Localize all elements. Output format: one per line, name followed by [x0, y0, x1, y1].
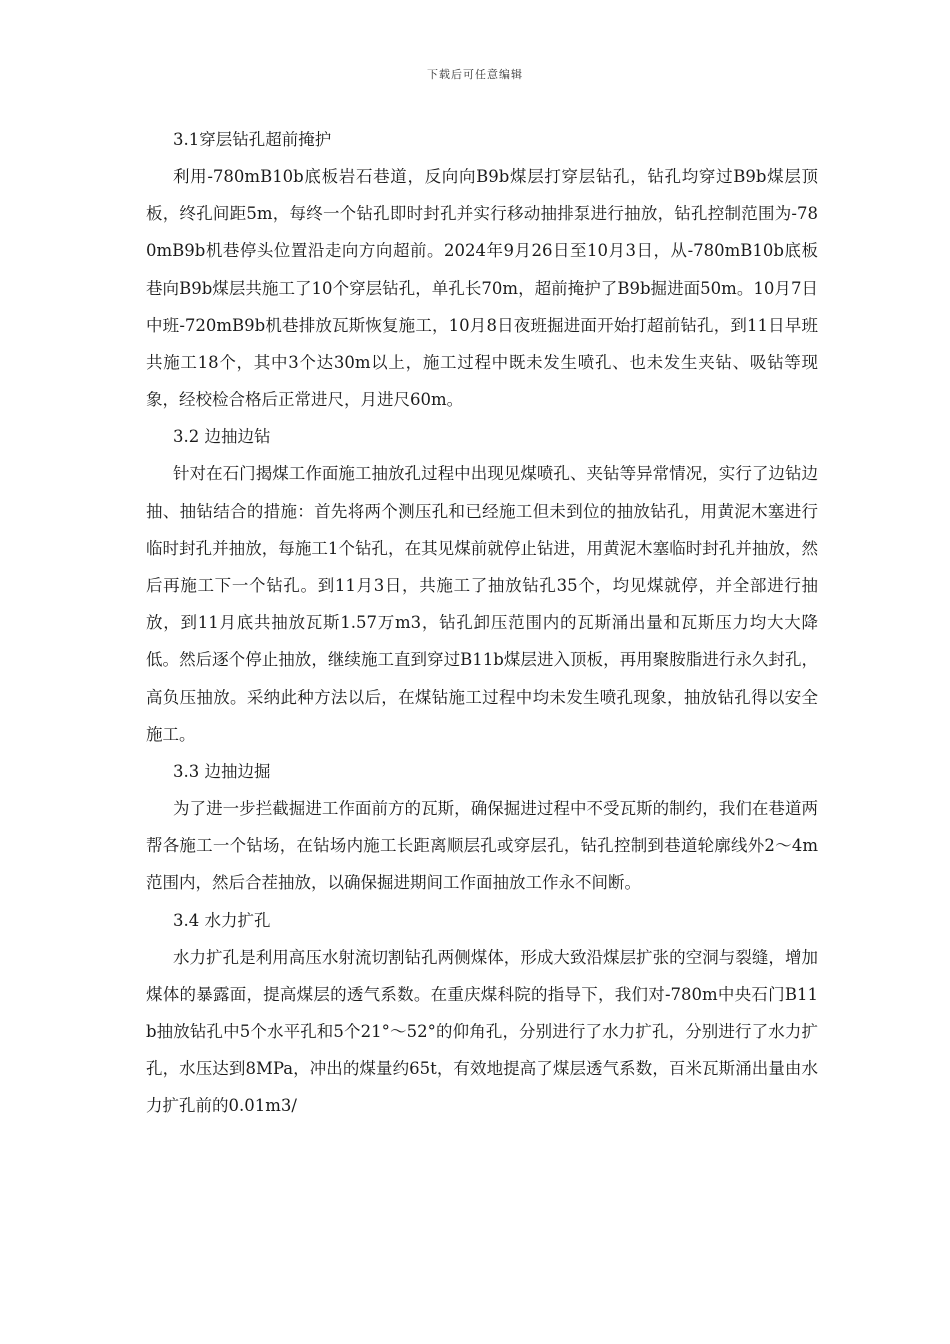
section-paragraph-3-4: 水力扩孔是利用高压水射流切割钻孔两侧煤体，形成大致沿煤层扩张的空洞与裂缝，增加煤体的暴露面，提高煤层的透气系数。在重庆煤科院的指导下，我们对-780m中央石门B11b抽放钻孔中5个水平孔和5个21°～52°的仰角孔，分别进行了水力扩孔，分别进行了水力扩孔，水压达到8MPa，冲出的煤量约65t，有效地提高了煤层透气系数，百米瓦斯涌出量由水力扩孔前的0.01m3/: [146, 947, 818, 1116]
section-paragraph-3-2: 针对在石门揭煤工作面施工抽放孔过程中出现见煤喷孔、夹钻等异常情况，实行了边钻边抽、抽钻结合的措施：首先将两个测压孔和已经施工但未到位的抽放钻孔，用黄泥木塞进行临时封孔并抽放，每施工1个钻孔，在其见煤前就停止钻进，用黄泥木塞临时封孔并抽放，然后再施工下一个钻孔。到11月3日，共施工了抽放钻孔35个，均见煤就停，并全部进行抽放，到11月底共抽放瓦斯1.57万m3，钻孔卸压范围内的瓦斯涌出量和瓦斯压力均大大降低。然后逐个停止抽放，继续施工直到穿过B11b煤层进入顶板，再用聚胺脂进行永久封孔，高负压抽放。采纳此种方法以后，在煤钻施工过程中均未发生喷孔现象，抽放钻孔得以安全施工。: [146, 464, 818, 744]
section-heading-3-1: 3.1穿层钻孔超前掩护: [173, 130, 332, 149]
section-heading-3-3: 3.3 边抽边掘: [173, 762, 271, 782]
header-watermark: 下载后可任意编辑: [427, 68, 523, 81]
document-body: [146, 121, 818, 1125]
section-paragraph-3-1: 利用-780mB10b底板岩石巷道，反向向B9b煤层打穿层钻孔，钻孔均穿过B9b煤层顶板，终孔间距5m，每终一个钻孔即时封孔并实行移动抽排泵进行抽放，钻孔控制范围为-780mB9b机巷停头位置沿走向方向超前。2024年9月26日至10月3日，从-780mB10b底板巷向B9b煤层共施工了10个穿层钻孔，单孔长70m，超前掩护了B9b掘进面50m。10月7日中班-720mB9b机巷排放瓦斯恢复施工，10月8日夜班掘进面开始打超前钻孔，到11日早班共施工18个，其中3个达30m以上，施工过程中既未发生喷孔、也未发生夹钻、吸钻等现象，经校检合格后正常进尺，月进尺60m。: [146, 167, 818, 410]
section-heading-3-2: 3.2 边抽边钻: [173, 427, 271, 447]
section-heading-3-4: 3.4 水力扩孔: [173, 910, 271, 930]
section-paragraph-3-3: 为了进一步拦截掘进工作面前方的瓦斯，确保掘进过程中不受瓦斯的制约，我们在巷道两帮各施工一个钻场，在钻场内施工长距离顺层孔或穿层孔，钻孔控制到巷道轮廓线外2～4m范围内，然后合茬抽放，以确保掘进期间工作面抽放工作永不间断。: [146, 799, 818, 893]
